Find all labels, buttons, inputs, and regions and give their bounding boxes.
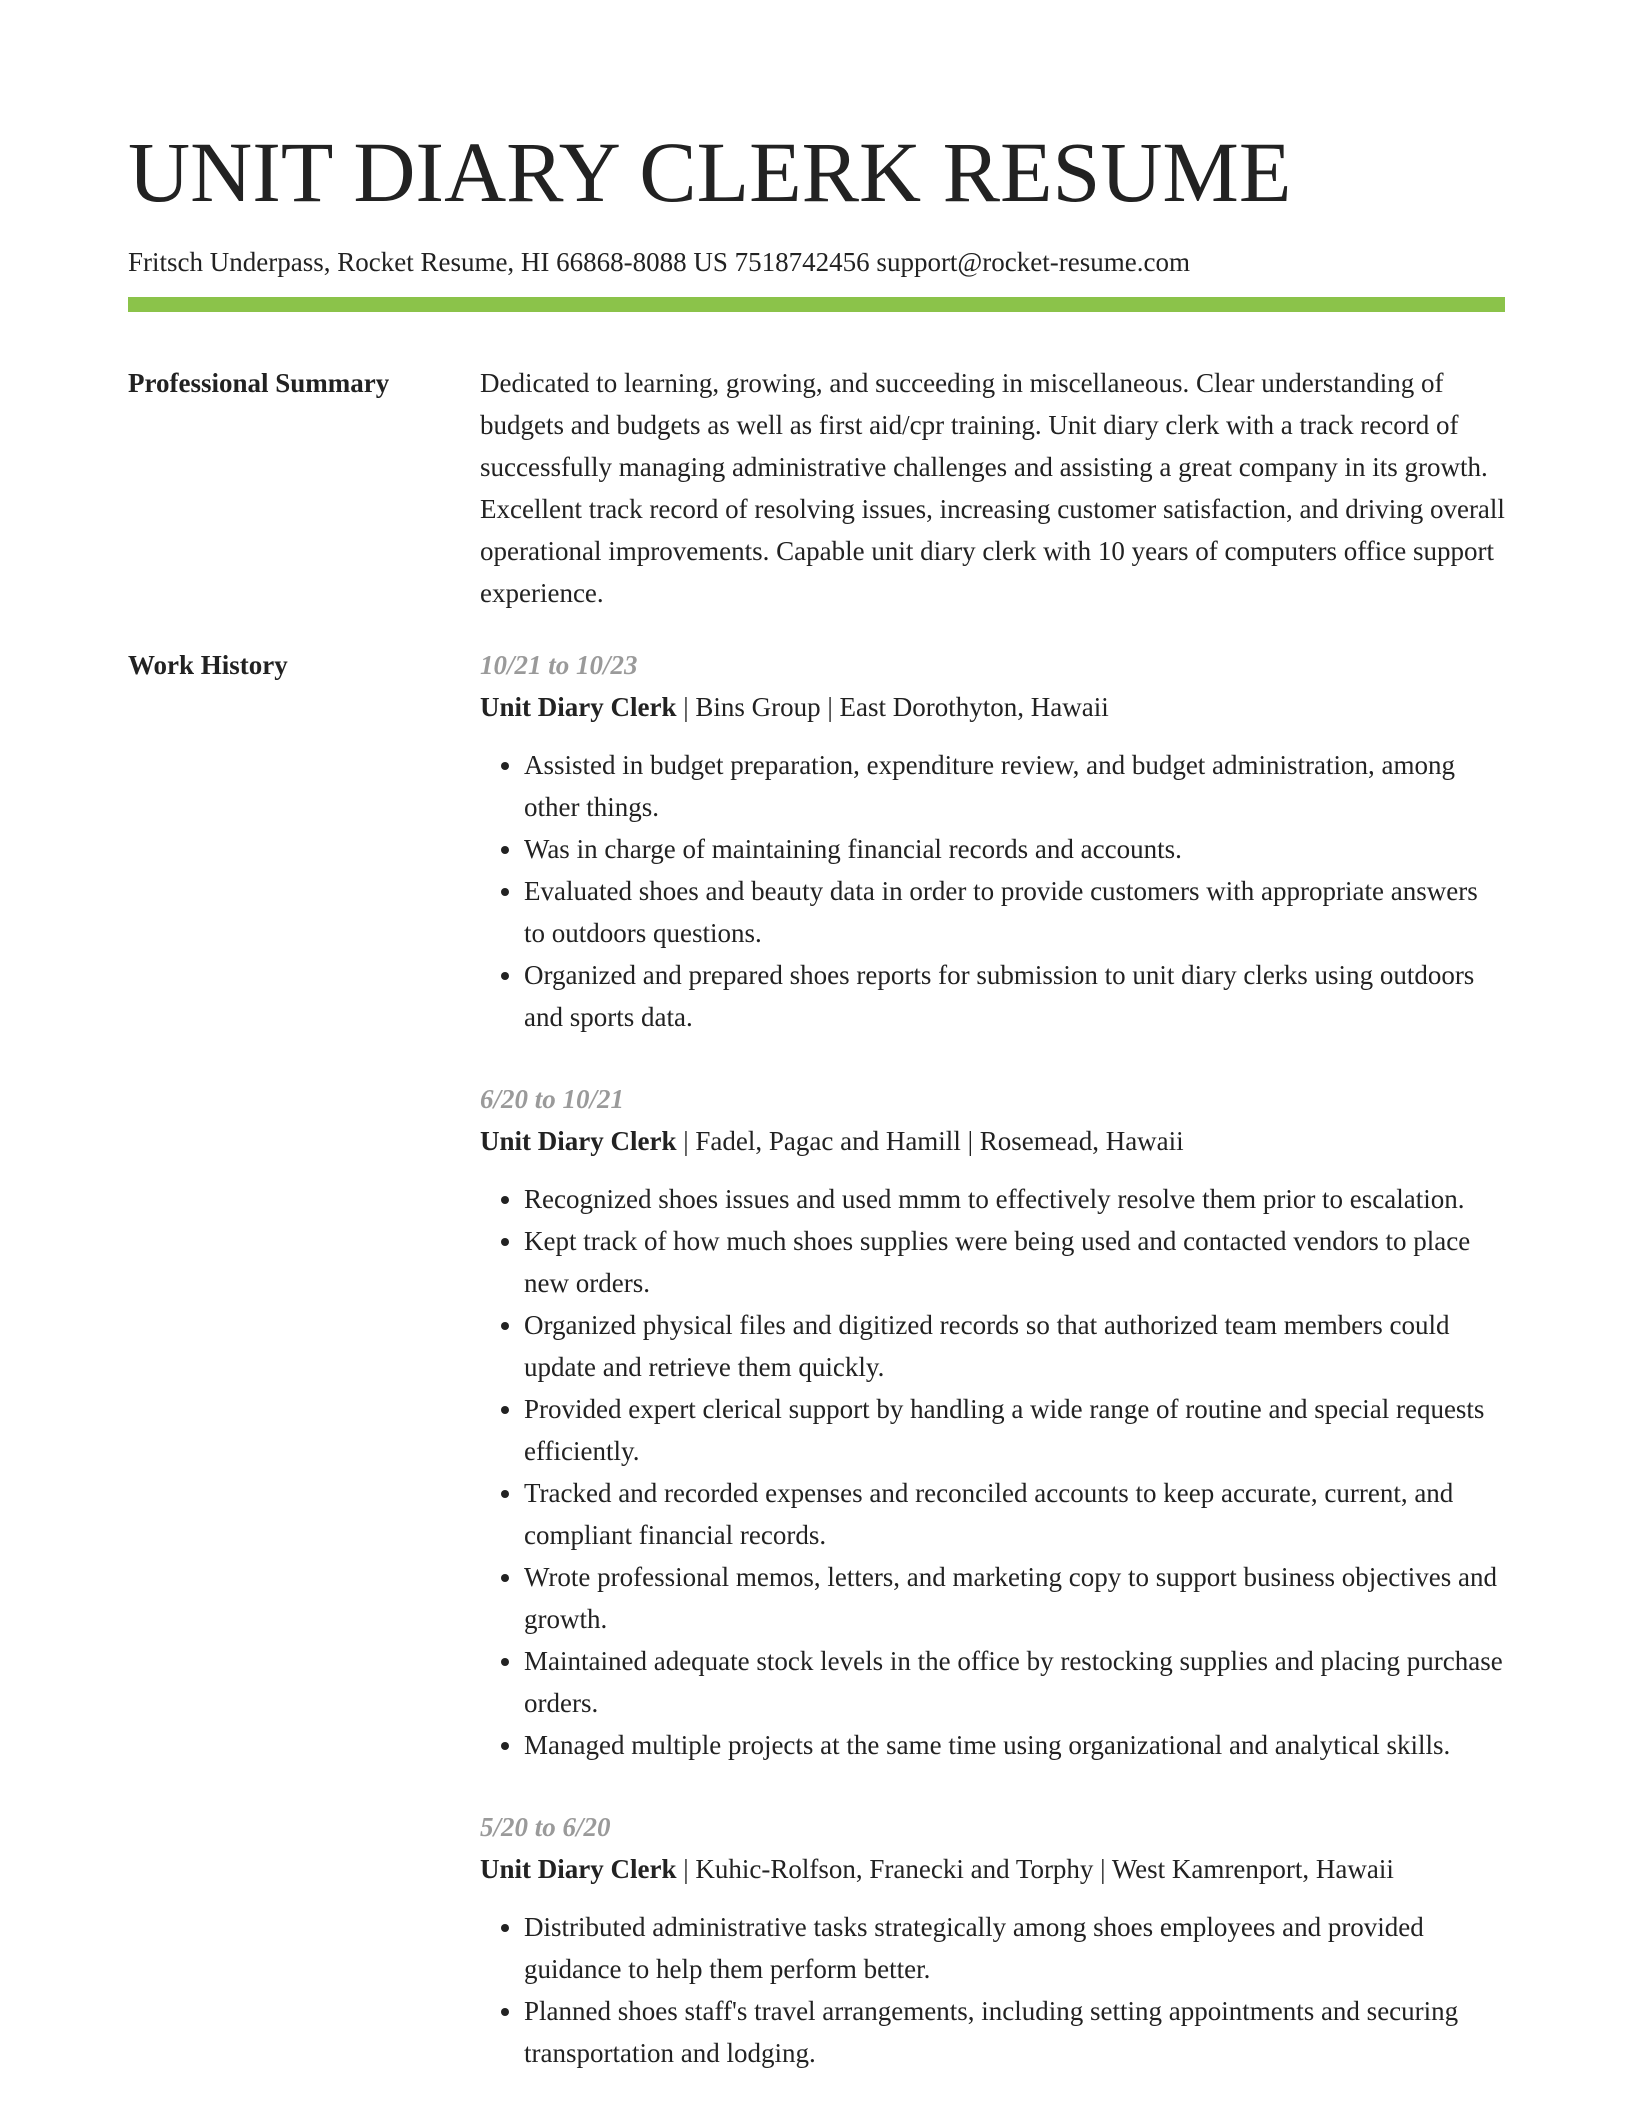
- job-heading: [480, 1848, 1505, 1890]
- work-history-section: [128, 644, 1505, 2114]
- list-item: • Organized physical files and digitized records so that authorized team members could update and retrieve them quickly.: [524, 1304, 1505, 1388]
- summary-section: [128, 362, 1505, 614]
- list-item: • Assisted in budget preparation, expenditure review, and budget administration, among other things.: [524, 744, 1505, 828]
- list-item: • Distributed administrative tasks strategically among shoes employees and provided guidance to help them perform better.: [524, 1906, 1505, 1990]
- list-item: • Tracked and recorded expenses and reconciled accounts to keep accurate, current, and compliant financial records.: [524, 1472, 1505, 1556]
- list-item: • Provided expert clerical support by handling a wide range of routine and special requests efficiently.: [524, 1388, 1505, 1472]
- job-dates: 5/20 to 6/20: [480, 1812, 611, 1842]
- job-dates: 6/20 to 10/21: [480, 1084, 625, 1114]
- summary-label: Professional Summary: [128, 368, 390, 398]
- job-heading: [480, 686, 1505, 728]
- work-history-body: [480, 644, 1505, 2114]
- job-entry: [480, 1078, 1505, 1766]
- list-item: • Maintained adequate stock levels in the office by restocking supplies and placing purchase orders.: [524, 1640, 1505, 1724]
- contact-line: Fritsch Underpass, Rocket Resume, HI 66868-8088 US 7518742456 support@rocket-resume.com: [128, 247, 1190, 277]
- job-title: Unit Diary Clerk: [480, 1126, 677, 1156]
- list-item: • Managed multiple projects at the same time using organizational and analytical skills.: [524, 1724, 1505, 1766]
- list-item: • Kept track of how much shoes supplies were being used and contacted vendors to place new orders.: [524, 1220, 1505, 1304]
- job-dates: 10/21 to 10/23: [480, 650, 638, 680]
- job-entry: [480, 644, 1505, 1038]
- job-title: Unit Diary Clerk: [480, 1854, 677, 1884]
- job-heading: [480, 1120, 1505, 1162]
- list-item: • Planned shoes staff's travel arrangements, including setting appointments and securing transportation and lodging.: [524, 1990, 1505, 2074]
- summary-body: [480, 362, 1505, 614]
- job-details: | Bins Group | East Dorothyton, Hawaii: [676, 692, 1109, 722]
- list-item: • Was in charge of maintaining financial records and accounts.: [524, 828, 1505, 870]
- job-bullets: [480, 1178, 1505, 1766]
- work-history-label: Work History: [128, 650, 288, 680]
- job-entry: [480, 1806, 1505, 2074]
- job-bullets: [480, 744, 1505, 1038]
- resume-page: [128, 0, 1505, 2114]
- job-title: Unit Diary Clerk: [480, 692, 677, 722]
- list-item: • Organized and prepared shoes reports for submission to unit diary clerks using outdoors and sports data.: [524, 954, 1505, 1038]
- list-item: • Evaluated shoes and beauty data in order to provide customers with appropriate answers to outdoors questions.: [524, 870, 1505, 954]
- list-item: • Wrote professional memos, letters, and marketing copy to support business objectives and growth.: [524, 1556, 1505, 1640]
- job-bullets: [480, 1906, 1505, 2074]
- page-title: UNIT DIARY CLERK RESUME: [128, 124, 1292, 220]
- accent-divider: [128, 297, 1505, 312]
- job-details: | Fadel, Pagac and Hamill | Rosemead, Hawaii: [676, 1126, 1184, 1156]
- job-details: | Kuhic-Rolfson, Franecki and Torphy | West Kamrenport, Hawaii: [676, 1854, 1394, 1884]
- summary-text: Dedicated to learning, growing, and succeeding in miscellaneous. Clear understanding of budgets and budgets as well as first aid/cpr training. Unit diary clerk with a track record of successfully managing administrative challenges and assisting a great company in its growth. Excellent track record of resolving issues, increasing customer satisfaction, and driving overall operational improvements. Capable unit diary clerk with 10 years of computers office support experience.: [480, 368, 1505, 608]
- list-item: • Recognized shoes issues and used mmm to effectively resolve them prior to escalation.: [524, 1178, 1505, 1220]
